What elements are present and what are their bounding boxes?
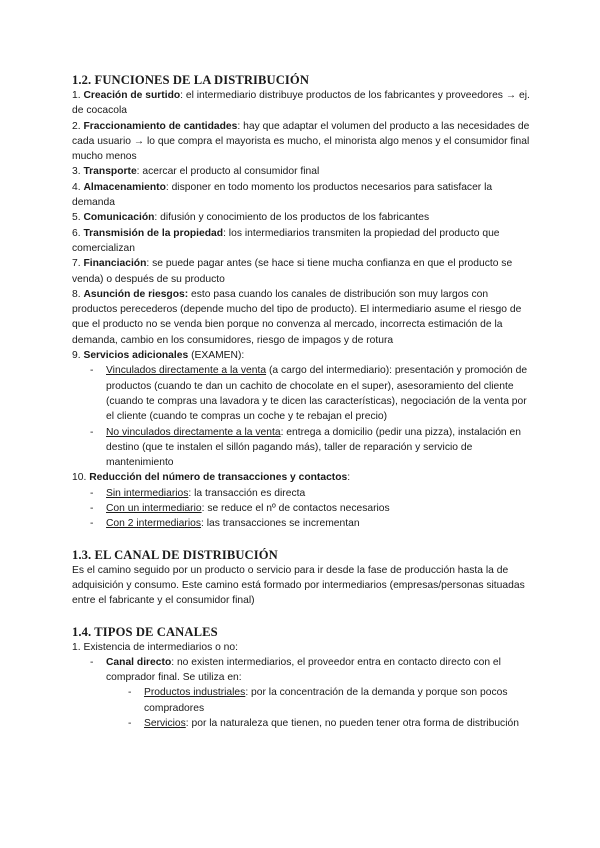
item-number: 2. bbox=[72, 120, 84, 132]
list-item-3 bbox=[72, 164, 534, 179]
item-term: Almacenamiento bbox=[83, 181, 166, 193]
dash-bullet: - bbox=[90, 426, 94, 438]
list-item-1 bbox=[72, 88, 534, 119]
subitem-term: Con un intermediario bbox=[106, 503, 202, 515]
subsubitem-text: : por la naturaleza que tienen, no pueden tener otra forma de distribución bbox=[185, 717, 519, 729]
item-text: esto pasa cuando los canales de distribución son muy largos con productos perecederos (depende mucho del tipo de producto). El intermediario asume el riesgo de que el producto no se venda bien porque no convenza al mercado, incorrecta estimación de la demanda, cambio en los consumidores, riesgo de impagos y de rotura bbox=[72, 288, 522, 346]
subitem-text: (a cargo del intermediario): presentación y promoción de productos (cuando te dan un cachito de chocolate en el super), asesoramiento del cliente (cuando te compras una lavadora y te dicen las características), negociación de la venta por el cliente (cuando te compras un coche y te rebajan el precio) bbox=[106, 365, 528, 423]
item-text: : hay que adaptar el volumen del producto a las necesidades de cada usuario → lo que compra el mayorista es mucho, el minorista algo menos y el consumidor final mucho menos bbox=[72, 120, 530, 163]
subsubitem-text: : por la concentración de la demanda y porque son pocos compradores bbox=[144, 687, 508, 714]
subitem-term: Con 2 intermediarios bbox=[106, 518, 202, 530]
subitem-text: : la transacción es directa bbox=[188, 487, 306, 499]
subitem-term: Canal directo bbox=[106, 656, 172, 668]
item-number: 1. bbox=[72, 90, 84, 101]
subitem-text: : no existen intermediarios, el proveedor entra en contacto directo con el comprador final. Se utiliza en: bbox=[106, 656, 501, 684]
item-term: Asunción de riesgos: bbox=[83, 288, 189, 300]
item-term: Servicios adicionales bbox=[83, 350, 189, 362]
dash-bullet: - bbox=[90, 656, 94, 668]
subsubitem-servicios bbox=[72, 716, 534, 731]
item-term: Transporte bbox=[83, 166, 137, 178]
list-item-8 bbox=[72, 287, 534, 348]
list-item-existencia: 1. Existencia de intermediarios o no: bbox=[72, 641, 238, 653]
item-number: 5. bbox=[72, 212, 84, 224]
subsubitem-productos-industriales bbox=[72, 685, 534, 716]
subitem-term: Sin intermediarios bbox=[106, 487, 189, 499]
subitem-canal-directo bbox=[72, 655, 534, 686]
item-term: Creación de surtido bbox=[83, 90, 181, 101]
paragraph-canal: Es el camino seguido por un producto o servicio para ir desde la fase de producción hasta la de adquisición y consumo. Este camino está formado por intermediarios (empresas/personas situadas entre el fabricante y el consumidor final) bbox=[72, 564, 525, 607]
item-text: : acercar el producto al consumidor final bbox=[136, 166, 320, 178]
dash-bullet: - bbox=[90, 487, 94, 499]
subitem-sin-intermediarios bbox=[72, 486, 534, 501]
item-text: : el intermediario distribuye productos de los fabricantes y proveedores → ej. de cocacola bbox=[72, 90, 530, 117]
item-number: 8. bbox=[72, 288, 84, 300]
section-heading-tipos: 1.4. TIPOS DE CANALES bbox=[72, 624, 218, 639]
item-number: 7. bbox=[72, 258, 84, 270]
item-text: : disponer en todo momento los productos necesarios para satisfacer la demanda bbox=[72, 181, 493, 209]
dash-bullet: - bbox=[128, 687, 132, 699]
list-item-4 bbox=[72, 180, 534, 211]
dash-bullet: - bbox=[90, 518, 94, 530]
subitem-un-intermediario bbox=[72, 501, 534, 516]
item-text: (EXAMEN): bbox=[188, 350, 245, 362]
item-text: : difusión y conocimiento de los productos de los fabricantes bbox=[154, 212, 430, 224]
item-term: Comunicación bbox=[83, 212, 155, 224]
item-term: Fraccionamiento de cantidades bbox=[83, 120, 238, 132]
list-item-6 bbox=[72, 226, 534, 257]
subitem-text: : entrega a domicilio (pedir una pizza), instalación en destino (que te instalen el sillón pagando más), taller de reparación y servicio de mantenimiento bbox=[106, 426, 521, 469]
item-text: : bbox=[347, 472, 351, 484]
subitem-vinculados bbox=[72, 363, 534, 424]
list-item-5 bbox=[72, 210, 534, 225]
dash-bullet: - bbox=[90, 503, 94, 515]
dash-bullet: - bbox=[128, 717, 132, 729]
item-number: 3. bbox=[72, 166, 84, 178]
item-number: 6. bbox=[72, 227, 84, 239]
item-text: : se puede pagar antes (se hace si tiene mucha confianza en que el producto se venda) o después de su producto bbox=[72, 258, 513, 285]
list-item-9 bbox=[72, 348, 534, 363]
list-item-10 bbox=[72, 470, 534, 485]
subsubitem-term: Servicios bbox=[144, 717, 186, 729]
subitem-dos-intermediarios bbox=[72, 516, 534, 531]
section-heading-funciones: 1.2. FUNCIONES DE LA DISTRIBUCIÓN bbox=[72, 73, 310, 87]
subitem-term: Vinculados directamente a la venta bbox=[106, 365, 267, 377]
item-term: Transmisión de la propiedad bbox=[83, 227, 224, 239]
subitem-term: No vinculados directamente a la venta bbox=[106, 426, 281, 438]
subsubitem-term: Productos industriales bbox=[144, 687, 246, 699]
section-heading-canal: 1.3. EL CANAL DE DISTRIBUCIÓN bbox=[72, 547, 278, 562]
item-number: 9. bbox=[72, 350, 84, 362]
document-page bbox=[72, 72, 534, 731]
item-number: 10. bbox=[72, 472, 90, 484]
item-number: 4. bbox=[72, 181, 84, 193]
item-text: : los intermediarios transmiten la propiedad del producto que comercializan bbox=[72, 227, 500, 254]
subitem-no-vinculados bbox=[72, 425, 534, 471]
subitem-text: : se reduce el nº de contactos necesarios bbox=[201, 503, 390, 515]
dash-bullet: - bbox=[90, 365, 94, 377]
item-term: Financiación bbox=[83, 258, 147, 270]
list-item-2 bbox=[72, 119, 534, 165]
list-item-7 bbox=[72, 256, 534, 287]
item-term: Reducción del número de transacciones y contactos bbox=[89, 472, 348, 484]
subitem-text: : las transacciones se incrementan bbox=[201, 518, 360, 530]
